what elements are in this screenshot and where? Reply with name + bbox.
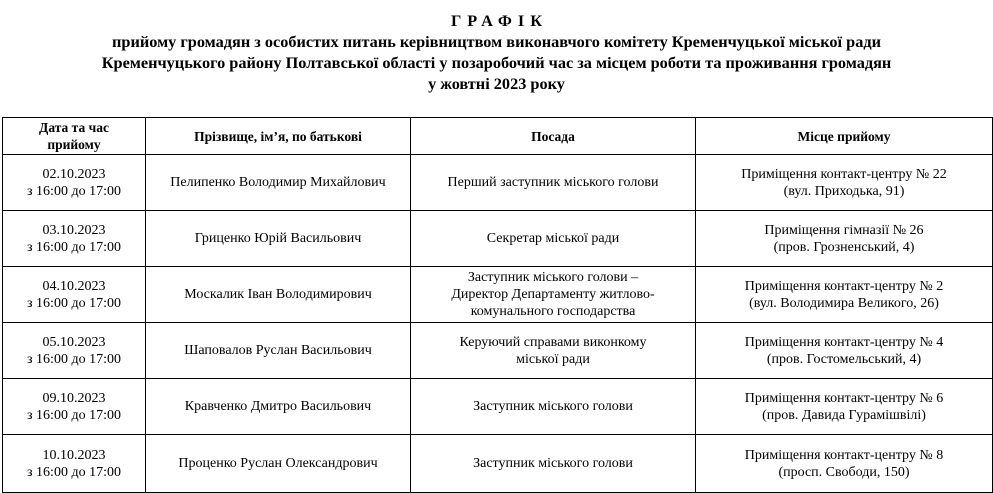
column-header-position: Посада xyxy=(411,118,696,155)
table-row xyxy=(3,155,993,211)
cell-place xyxy=(696,379,993,435)
table-row xyxy=(3,323,993,379)
cell-name: Пелипенко Володимир Михайлович xyxy=(146,155,411,211)
cell-name: Проценко Руслан Олександрович xyxy=(146,435,411,493)
cell-place-address: (пров. Гостомельський, 4) xyxy=(766,351,922,367)
cell-date: 02.10.2023 xyxy=(42,166,106,182)
table-row xyxy=(3,267,993,323)
cell-position xyxy=(411,267,696,323)
cell-position xyxy=(411,155,696,211)
cell-date: 05.10.2023 xyxy=(42,334,106,350)
cell-place-name: Приміщення гімназії № 26 xyxy=(764,222,924,238)
cell-position-line: Перший заступник міського голови xyxy=(447,175,659,190)
cell-position-line: Керуючий справами виконкому xyxy=(459,334,647,350)
cell-place-address: (просп. Свободи, 150) xyxy=(778,464,910,480)
cell-name: Шаповалов Руслан Васильович xyxy=(146,323,411,379)
document-title: ГРАФІК xyxy=(450,11,549,30)
cell-time: з 16:00 до 17:00 xyxy=(27,464,121,480)
cell-date: 04.10.2023 xyxy=(42,278,106,294)
column-header-date-line-1: Дата та час xyxy=(39,120,109,135)
cell-time: з 16:00 до 17:00 xyxy=(27,407,121,423)
cell-position-line: Заступник міського голови – xyxy=(467,270,639,285)
cell-position-line: Заступник міського голови xyxy=(473,399,633,414)
column-header-name: Прізвище, ім’я, по батькові xyxy=(146,118,411,155)
cell-place xyxy=(696,323,993,379)
cell-time: з 16:00 до 17:00 xyxy=(27,295,121,311)
cell-position-line: комунального господарства xyxy=(470,304,636,319)
cell-place-name: Приміщення контакт-центру № 4 xyxy=(744,334,944,350)
cell-place xyxy=(696,155,993,211)
cell-place xyxy=(696,267,993,323)
document-header xyxy=(0,10,993,94)
cell-place-name: Приміщення контакт-центру № 22 xyxy=(741,166,947,182)
cell-time: з 16:00 до 17:00 xyxy=(27,239,121,255)
cell-date: 09.10.2023 xyxy=(42,390,106,406)
cell-position-line: Заступник міського голови xyxy=(473,456,633,471)
cell-time: з 16:00 до 17:00 xyxy=(27,183,121,199)
schedule-table xyxy=(2,117,993,493)
cell-date-time xyxy=(3,267,146,323)
cell-date-time xyxy=(3,379,146,435)
cell-date: 10.10.2023 xyxy=(42,447,106,463)
table-row xyxy=(3,379,993,435)
cell-name: Гриценко Юрій Васильович xyxy=(146,211,411,267)
cell-place-name: Приміщення контакт-центру № 6 xyxy=(744,390,944,406)
table-row xyxy=(3,211,993,267)
cell-position xyxy=(411,211,696,267)
cell-position-line: міської ради xyxy=(516,351,590,367)
document-subtitle-line-2: Кременчуцького району Полтавської області у позаробочий час за місцем роботи та проживання громадян xyxy=(101,53,892,72)
cell-place xyxy=(696,211,993,267)
cell-date: 03.10.2023 xyxy=(42,222,106,238)
cell-place-address: (пров. Давида Гурамішвілі) xyxy=(762,407,926,423)
cell-place-name: Приміщення контакт-центру № 8 xyxy=(744,447,944,463)
table-header-row xyxy=(3,118,993,155)
document-subtitle-line-3: у жовтні 2023 року xyxy=(428,74,565,93)
cell-position xyxy=(411,379,696,435)
cell-time: з 16:00 до 17:00 xyxy=(27,351,121,367)
cell-position-line: Секретар міської ради xyxy=(486,231,620,246)
cell-position-line: Директор Департаменту житлово- xyxy=(451,287,655,302)
cell-place-address: (пров. Грозненський, 4) xyxy=(773,239,915,255)
cell-place-name: Приміщення контакт-центру № 2 xyxy=(744,278,944,294)
column-header-place: Місце прийому xyxy=(696,118,993,155)
cell-date-time xyxy=(3,211,146,267)
cell-place-address: (вул. Приходька, 91) xyxy=(783,183,905,199)
cell-date-time xyxy=(3,323,146,379)
document-subtitle-line-1: прийому громадян з особистих питань керівництвом виконавчого комітету Кременчуцької міської ради xyxy=(112,32,881,51)
cell-place-address: (вул. Володимира Великого, 26) xyxy=(749,295,939,311)
cell-date-time xyxy=(3,155,146,211)
column-header-date-line-2: прийому xyxy=(47,137,101,152)
cell-position xyxy=(411,323,696,379)
cell-name: Москалик Іван Володимирович xyxy=(146,267,411,323)
column-header-date xyxy=(3,118,146,155)
cell-name: Кравченко Дмитро Васильович xyxy=(146,379,411,435)
